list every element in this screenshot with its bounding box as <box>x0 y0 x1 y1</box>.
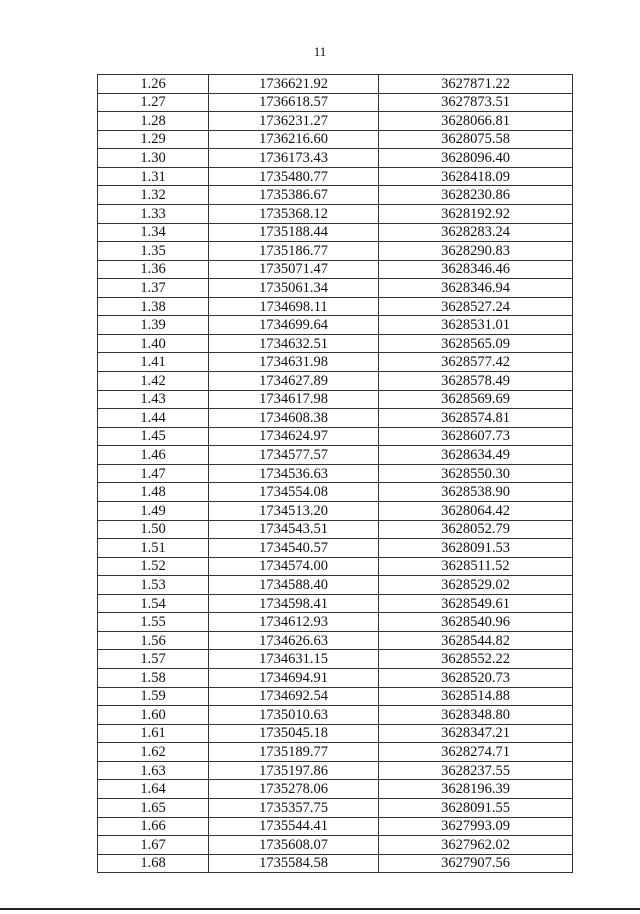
x-coordinate-cell: 1734540.57 <box>209 539 379 558</box>
table-row <box>98 539 573 558</box>
point-id-cell: 1.47 <box>98 464 209 483</box>
y-coordinate-cell: 3628511.52 <box>379 557 573 576</box>
point-id-cell: 1.38 <box>98 297 209 316</box>
point-id-cell: 1.48 <box>98 483 209 502</box>
table-row <box>98 260 573 279</box>
y-coordinate-cell: 3628574.81 <box>379 409 573 428</box>
y-coordinate-cell: 3628527.24 <box>379 297 573 316</box>
table-row <box>98 501 573 520</box>
table-row <box>98 409 573 428</box>
table-row <box>98 297 573 316</box>
x-coordinate-cell: 1735189.77 <box>209 743 379 762</box>
table-row <box>98 186 573 205</box>
point-id-cell: 1.30 <box>98 149 209 168</box>
point-id-cell: 1.44 <box>98 409 209 428</box>
table-row <box>98 390 573 409</box>
x-coordinate-cell: 1736621.92 <box>209 75 379 94</box>
table-row <box>98 483 573 502</box>
y-coordinate-cell: 3628549.61 <box>379 594 573 613</box>
x-coordinate-cell: 1734631.15 <box>209 650 379 669</box>
table-row <box>98 279 573 298</box>
y-coordinate-cell: 3628096.40 <box>379 149 573 168</box>
point-id-cell: 1.52 <box>98 557 209 576</box>
y-coordinate-cell: 3628347.21 <box>379 724 573 743</box>
y-coordinate-cell: 3628520.73 <box>379 669 573 688</box>
point-id-cell: 1.37 <box>98 279 209 298</box>
table-row <box>98 817 573 836</box>
point-id-cell: 1.29 <box>98 130 209 149</box>
table-row <box>98 334 573 353</box>
x-coordinate-cell: 1735197.86 <box>209 761 379 780</box>
table-row <box>98 780 573 799</box>
point-id-cell: 1.57 <box>98 650 209 669</box>
table-row <box>98 464 573 483</box>
y-coordinate-cell: 3628348.80 <box>379 706 573 725</box>
y-coordinate-cell: 3628418.09 <box>379 167 573 186</box>
y-coordinate-cell: 3628064.42 <box>379 501 573 520</box>
y-coordinate-cell: 3628274.71 <box>379 743 573 762</box>
x-coordinate-cell: 1735186.77 <box>209 242 379 261</box>
point-id-cell: 1.43 <box>98 390 209 409</box>
point-id-cell: 1.61 <box>98 724 209 743</box>
table-row <box>98 854 573 873</box>
table-row <box>98 520 573 539</box>
coordinates-table-body <box>98 75 573 873</box>
y-coordinate-cell: 3628230.86 <box>379 186 573 205</box>
point-id-cell: 1.67 <box>98 836 209 855</box>
x-coordinate-cell: 1734554.08 <box>209 483 379 502</box>
point-id-cell: 1.26 <box>98 75 209 94</box>
y-coordinate-cell: 3628531.01 <box>379 316 573 335</box>
y-coordinate-cell: 3628091.53 <box>379 539 573 558</box>
table-row <box>98 75 573 94</box>
y-coordinate-cell: 3627907.56 <box>379 854 573 873</box>
x-coordinate-cell: 1734627.89 <box>209 372 379 391</box>
table-row <box>98 650 573 669</box>
y-coordinate-cell: 3628237.55 <box>379 761 573 780</box>
y-coordinate-cell: 3628075.58 <box>379 130 573 149</box>
x-coordinate-cell: 1734513.20 <box>209 501 379 520</box>
y-coordinate-cell: 3627962.02 <box>379 836 573 855</box>
y-coordinate-cell: 3628290.83 <box>379 242 573 261</box>
x-coordinate-cell: 1736216.60 <box>209 130 379 149</box>
point-id-cell: 1.41 <box>98 353 209 372</box>
table-row <box>98 687 573 706</box>
x-coordinate-cell: 1735544.41 <box>209 817 379 836</box>
point-id-cell: 1.45 <box>98 427 209 446</box>
point-id-cell: 1.54 <box>98 594 209 613</box>
y-coordinate-cell: 3628538.90 <box>379 483 573 502</box>
table-row <box>98 798 573 817</box>
y-coordinate-cell: 3628196.39 <box>379 780 573 799</box>
x-coordinate-cell: 1734543.51 <box>209 520 379 539</box>
table-row <box>98 372 573 391</box>
y-coordinate-cell: 3628634.49 <box>379 446 573 465</box>
x-coordinate-cell: 1735584.58 <box>209 854 379 873</box>
table-row <box>98 353 573 372</box>
y-coordinate-cell: 3628578.49 <box>379 372 573 391</box>
x-coordinate-cell: 1735188.44 <box>209 223 379 242</box>
table-row <box>98 223 573 242</box>
y-coordinate-cell: 3628283.24 <box>379 223 573 242</box>
table-row <box>98 594 573 613</box>
x-coordinate-cell: 1734574.00 <box>209 557 379 576</box>
x-coordinate-cell: 1734588.40 <box>209 576 379 595</box>
x-coordinate-cell: 1734626.63 <box>209 631 379 650</box>
table-row <box>98 613 573 632</box>
y-coordinate-cell: 3627871.22 <box>379 75 573 94</box>
point-id-cell: 1.40 <box>98 334 209 353</box>
y-coordinate-cell: 3628529.02 <box>379 576 573 595</box>
x-coordinate-cell: 1734698.11 <box>209 297 379 316</box>
x-coordinate-cell: 1734624.97 <box>209 427 379 446</box>
point-id-cell: 1.59 <box>98 687 209 706</box>
point-id-cell: 1.60 <box>98 706 209 725</box>
page-number: 11 <box>313 44 327 59</box>
point-id-cell: 1.63 <box>98 761 209 780</box>
x-coordinate-cell: 1736231.27 <box>209 112 379 131</box>
point-id-cell: 1.31 <box>98 167 209 186</box>
table-row <box>98 167 573 186</box>
table-row <box>98 761 573 780</box>
y-coordinate-cell: 3628346.46 <box>379 260 573 279</box>
point-id-cell: 1.32 <box>98 186 209 205</box>
table-row <box>98 631 573 650</box>
table-row <box>98 427 573 446</box>
table-row <box>98 706 573 725</box>
table-row <box>98 724 573 743</box>
x-coordinate-cell: 1735480.77 <box>209 167 379 186</box>
bottom-rule <box>0 908 640 910</box>
x-coordinate-cell: 1735010.63 <box>209 706 379 725</box>
y-coordinate-cell: 3628192.92 <box>379 204 573 223</box>
x-coordinate-cell: 1734694.91 <box>209 669 379 688</box>
table-row <box>98 204 573 223</box>
x-coordinate-cell: 1735071.47 <box>209 260 379 279</box>
table-row <box>98 669 573 688</box>
x-coordinate-cell: 1734692.54 <box>209 687 379 706</box>
table-row <box>98 112 573 131</box>
y-coordinate-cell: 3628540.96 <box>379 613 573 632</box>
y-coordinate-cell: 3628346.94 <box>379 279 573 298</box>
x-coordinate-cell: 1734608.38 <box>209 409 379 428</box>
point-id-cell: 1.33 <box>98 204 209 223</box>
table-row <box>98 743 573 762</box>
x-coordinate-cell: 1734612.93 <box>209 613 379 632</box>
point-id-cell: 1.36 <box>98 260 209 279</box>
table-row <box>98 130 573 149</box>
point-id-cell: 1.27 <box>98 93 209 112</box>
y-coordinate-cell: 3628565.09 <box>379 334 573 353</box>
point-id-cell: 1.49 <box>98 501 209 520</box>
table-row <box>98 316 573 335</box>
point-id-cell: 1.56 <box>98 631 209 650</box>
x-coordinate-cell: 1734598.41 <box>209 594 379 613</box>
x-coordinate-cell: 1734577.57 <box>209 446 379 465</box>
table-row <box>98 576 573 595</box>
x-coordinate-cell: 1735368.12 <box>209 204 379 223</box>
y-coordinate-cell: 3628569.69 <box>379 390 573 409</box>
point-id-cell: 1.28 <box>98 112 209 131</box>
point-id-cell: 1.50 <box>98 520 209 539</box>
point-id-cell: 1.62 <box>98 743 209 762</box>
x-coordinate-cell: 1735045.18 <box>209 724 379 743</box>
x-coordinate-cell: 1734536.63 <box>209 464 379 483</box>
point-id-cell: 1.51 <box>98 539 209 558</box>
x-coordinate-cell: 1735278.06 <box>209 780 379 799</box>
table-row <box>98 93 573 112</box>
x-coordinate-cell: 1736618.57 <box>209 93 379 112</box>
table-row <box>98 242 573 261</box>
y-coordinate-cell: 3628550.30 <box>379 464 573 483</box>
x-coordinate-cell: 1736173.43 <box>209 149 379 168</box>
point-id-cell: 1.58 <box>98 669 209 688</box>
y-coordinate-cell: 3628052.79 <box>379 520 573 539</box>
y-coordinate-cell: 3628091.55 <box>379 798 573 817</box>
x-coordinate-cell: 1735386.67 <box>209 186 379 205</box>
point-id-cell: 1.39 <box>98 316 209 335</box>
table-row <box>98 446 573 465</box>
table-row <box>98 149 573 168</box>
point-id-cell: 1.64 <box>98 780 209 799</box>
table-row <box>98 836 573 855</box>
point-id-cell: 1.65 <box>98 798 209 817</box>
point-id-cell: 1.35 <box>98 242 209 261</box>
point-id-cell: 1.46 <box>98 446 209 465</box>
table-row <box>98 557 573 576</box>
y-coordinate-cell: 3628514.88 <box>379 687 573 706</box>
y-coordinate-cell: 3628552.22 <box>379 650 573 669</box>
point-id-cell: 1.68 <box>98 854 209 873</box>
x-coordinate-cell: 1735061.34 <box>209 279 379 298</box>
x-coordinate-cell: 1735357.75 <box>209 798 379 817</box>
point-id-cell: 1.53 <box>98 576 209 595</box>
y-coordinate-cell: 3628544.82 <box>379 631 573 650</box>
y-coordinate-cell: 3628577.42 <box>379 353 573 372</box>
coordinates-table <box>97 74 573 873</box>
point-id-cell: 1.34 <box>98 223 209 242</box>
y-coordinate-cell: 3627993.09 <box>379 817 573 836</box>
point-id-cell: 1.55 <box>98 613 209 632</box>
point-id-cell: 1.66 <box>98 817 209 836</box>
y-coordinate-cell: 3628066.81 <box>379 112 573 131</box>
x-coordinate-cell: 1734699.64 <box>209 316 379 335</box>
y-coordinate-cell: 3628607.73 <box>379 427 573 446</box>
y-coordinate-cell: 3627873.51 <box>379 93 573 112</box>
x-coordinate-cell: 1734617.98 <box>209 390 379 409</box>
x-coordinate-cell: 1734631.98 <box>209 353 379 372</box>
point-id-cell: 1.42 <box>98 372 209 391</box>
x-coordinate-cell: 1735608.07 <box>209 836 379 855</box>
x-coordinate-cell: 1734632.51 <box>209 334 379 353</box>
